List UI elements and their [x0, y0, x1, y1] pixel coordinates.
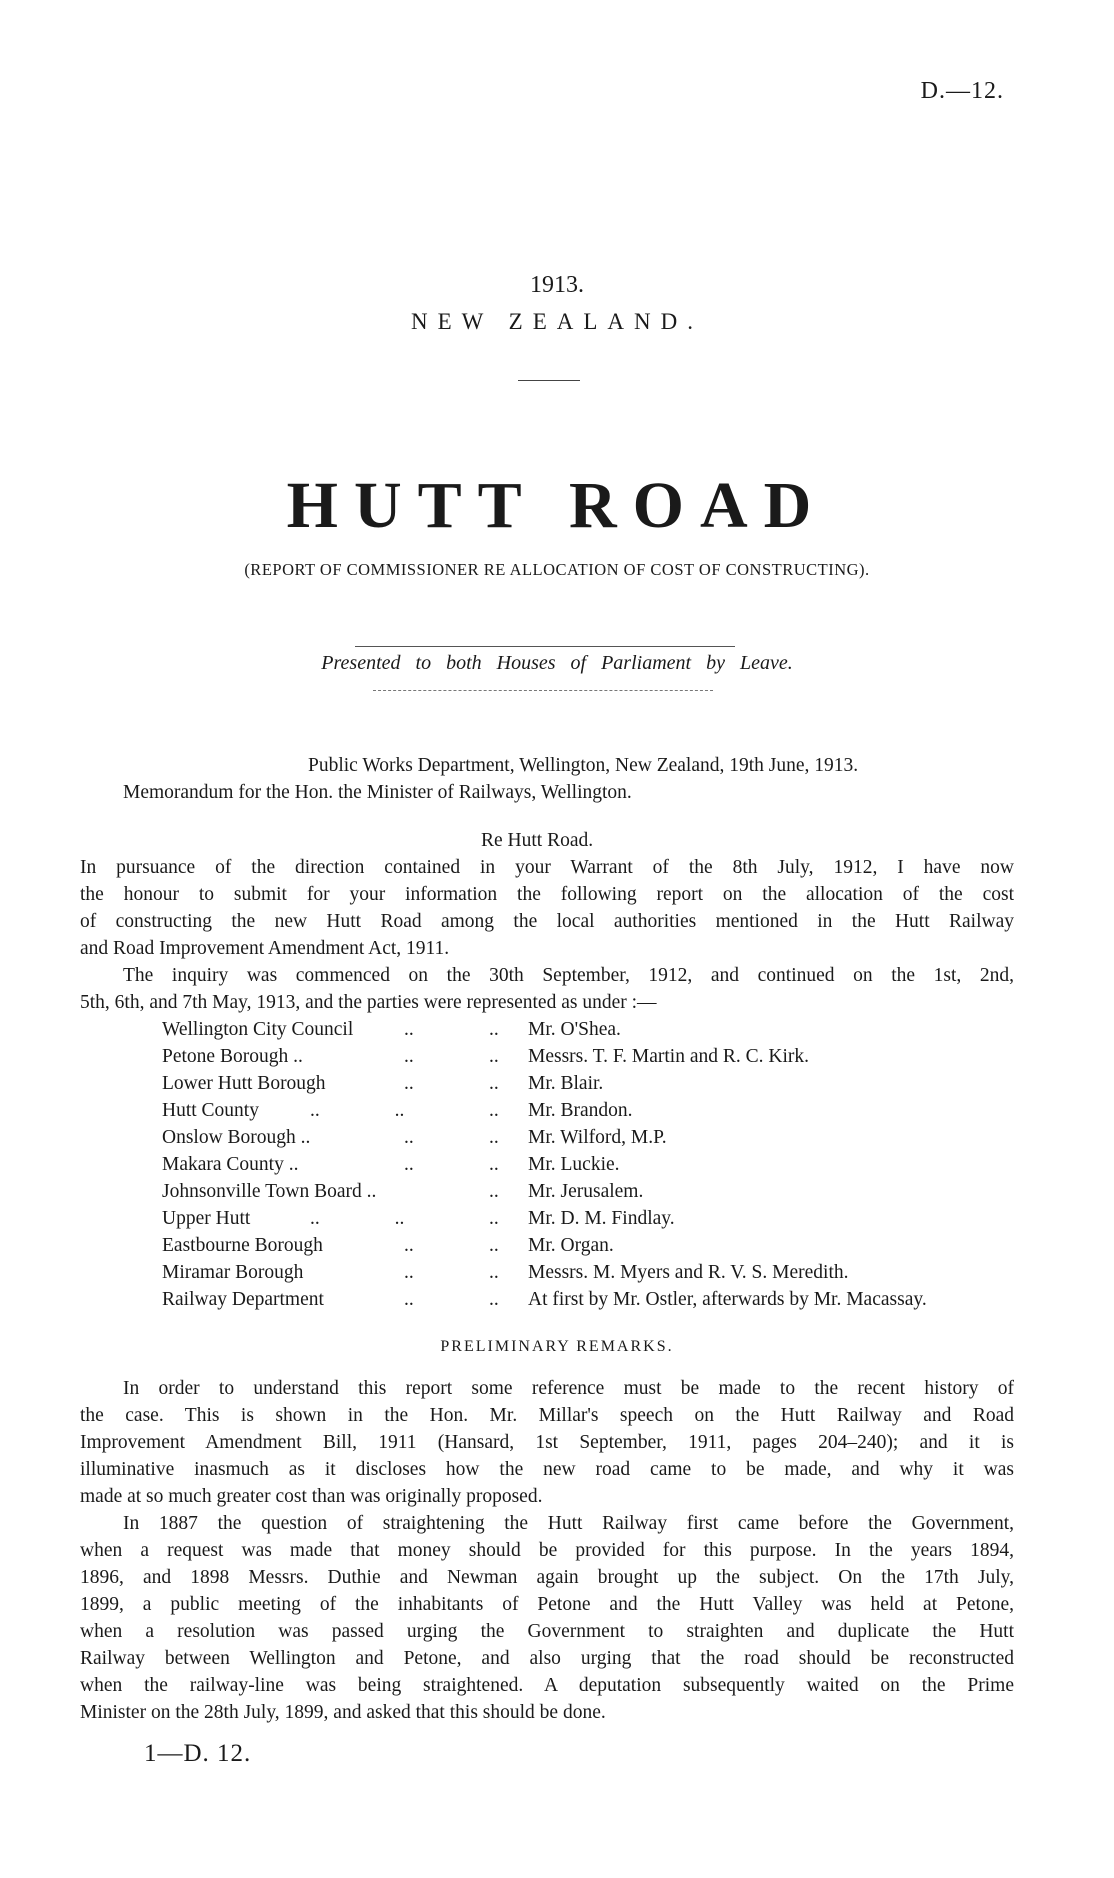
divider [518, 380, 580, 381]
leader-dots: .. .. [310, 1208, 405, 1229]
section-heading: PRELIMINARY REMARKS. [440, 1338, 674, 1355]
leader-dots: .. [404, 1235, 414, 1256]
authority-name: Upper Hutt [162, 1208, 251, 1229]
paragraph-1-line: of constructing the new Hutt Road among the local authorities mentioned in the Hutt Railway [80, 911, 1014, 932]
authority-name: Onslow Borough .. [162, 1127, 311, 1148]
authority-name: Eastbourne Borough [162, 1235, 323, 1256]
leader-dots: .. [489, 1073, 499, 1094]
leader-dots: .. [489, 1208, 499, 1229]
page-footer: 1—D. 12. [144, 1740, 252, 1767]
paragraph-4-line: 1896, and 1898 Messrs. Duthie and Newman again brought up the subject. On the 17th July, [80, 1567, 1014, 1588]
leader-dots: .. [489, 1235, 499, 1256]
paragraph-2-line: The inquiry was commenced on the 30th September, 1912, and continued on the 1st, 2nd, [123, 965, 1014, 986]
paragraph-1-line: In pursuance of the direction contained in your Warrant of the 8th July, 1912, I have now [80, 857, 1014, 878]
leader-dots: .. [404, 1127, 414, 1148]
leader-dots: .. [489, 1046, 499, 1067]
leader-dots: .. [489, 1100, 499, 1121]
paragraph-4-line: In 1887 the question of straightening the Hutt Railway first came before the Government, [123, 1513, 1014, 1534]
paragraph-4-line: when a request was made that money should be provided for this purpose. In the years 1894, [80, 1540, 1014, 1561]
authority-name: Petone Borough .. [162, 1046, 303, 1067]
leader-dots: .. [404, 1046, 414, 1067]
paragraph-4-line: 1899, a public meeting of the inhabitants of Petone and the Hutt Valley was held at Petone, [80, 1594, 1014, 1615]
paragraph-1-line: the honour to submit for your information the following report on the allocation of the cost [80, 884, 1014, 905]
representative: Messrs. M. Myers and R. V. S. Meredith. [528, 1262, 849, 1283]
representative: Mr. Luckie. [528, 1154, 620, 1175]
paragraph-3-line: the case. This is shown in the Hon. Mr. Millar's speech on the Hutt Railway and Road [80, 1405, 1014, 1426]
representative: Messrs. T. F. Martin and R. C. Kirk. [528, 1046, 810, 1067]
leader-dots: .. [489, 1181, 499, 1202]
leader-dots: .. [404, 1073, 414, 1094]
report-subtitle: (REPORT OF COMMISSIONER RE ALLOCATION OF COST OF CONSTRUCTING). [244, 560, 870, 579]
leader-dots: .. [404, 1289, 414, 1310]
memo-re-line: Re Hutt Road. [481, 830, 594, 851]
authority-name: Wellington City Council [162, 1019, 354, 1040]
paragraph-3-line: Improvement Amendment Bill, 1911 (Hansard, 1st September, 1911, pages 204–240); and it is [80, 1432, 1014, 1453]
authority-name: Makara County .. [162, 1154, 299, 1175]
paragraph-4-line: Minister on the 28th July, 1899, and asked that this should be done. [80, 1702, 606, 1723]
document-reference: D.—12. [920, 78, 1004, 104]
authority-name: Railway Department [162, 1289, 324, 1310]
authority-name: Miramar Borough [162, 1262, 304, 1283]
paragraph-4-line: when the railway-line was being straightened. A deputation subsequently waited on the Prime [80, 1675, 1014, 1696]
report-title: HUTT ROAD [286, 469, 828, 542]
representative: Mr. D. M. Findlay. [528, 1208, 675, 1229]
memo-dateline: Public Works Department, Wellington, New Zealand, 19th June, 1913. [308, 755, 859, 776]
country-heading: NEW ZEALAND. [410, 309, 704, 334]
leader-dots: .. [404, 1019, 414, 1040]
memo-addressee: Memorandum for the Hon. the Minister of Railways, Wellington. [123, 782, 632, 803]
representative: At first by Mr. Ostler, afterwards by Mr. Macassay. [528, 1289, 927, 1310]
leader-dots: .. [404, 1154, 414, 1175]
divider [373, 690, 713, 691]
paragraph-2-line: 5th, 6th, and 7th May, 1913, and the parties were represented as under :— [80, 992, 657, 1013]
paragraph-3-line: In order to understand this report some reference must be made to the recent history of [123, 1378, 1014, 1399]
divider [355, 646, 735, 647]
representative: Mr. Organ. [528, 1235, 614, 1256]
leader-dots: .. [489, 1127, 499, 1148]
leader-dots: .. [489, 1154, 499, 1175]
paragraph-3-line: illuminative inasmuch as it discloses how the new road came to be made, and why it was [80, 1459, 1014, 1480]
leader-dots: .. .. [310, 1100, 405, 1121]
leader-dots: .. [489, 1289, 499, 1310]
authority-name: Johnsonville Town Board .. [162, 1181, 377, 1202]
paragraph-4-line: Railway between Wellington and Petone, and also urging that the road should be reconstructed [80, 1648, 1014, 1669]
paragraph-4-line: when a resolution was passed urging the Government to straighten and duplicate the Hutt [80, 1621, 1014, 1642]
authority-name: Hutt County [162, 1100, 259, 1121]
year-heading: 1913. [530, 272, 584, 298]
presented-line: Presented to both Houses of Parliament by Leave. [321, 652, 793, 674]
representative: Mr. Wilford, M.P. [528, 1127, 667, 1148]
leader-dots: .. [489, 1019, 499, 1040]
authority-name: Lower Hutt Borough [162, 1073, 326, 1094]
representative: Mr. Brandon. [528, 1100, 633, 1121]
representative: Mr. O'Shea. [528, 1019, 621, 1040]
representative: Mr. Blair. [528, 1073, 604, 1094]
paragraph-1-line: and Road Improvement Amendment Act, 1911. [80, 938, 450, 959]
representative: Mr. Jerusalem. [528, 1181, 644, 1202]
leader-dots: .. [489, 1262, 499, 1283]
leader-dots: .. [404, 1262, 414, 1283]
paragraph-3-line: made at so much greater cost than was originally proposed. [80, 1486, 543, 1507]
representation-list [0, 1019, 1114, 1319]
